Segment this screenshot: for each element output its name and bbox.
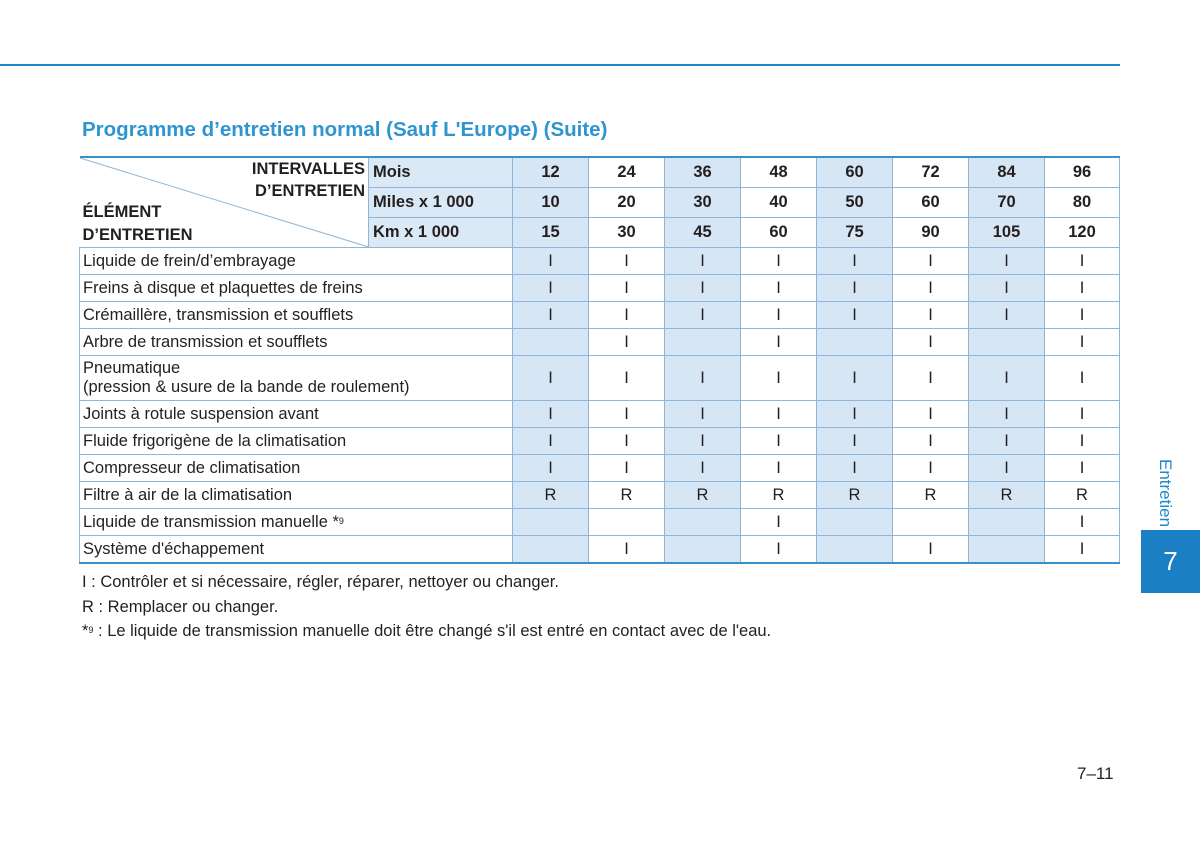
schedule-cell: I <box>513 356 589 401</box>
schedule-cell: R <box>589 482 665 509</box>
item-name: Crémaillère, transmission et soufflets <box>80 302 513 329</box>
header-cell: 48 <box>741 157 817 188</box>
item-name: Joints à rotule suspension avant <box>80 401 513 428</box>
schedule-cell: I <box>893 356 969 401</box>
element-label-line1: ÉLÉMENT <box>82 203 162 221</box>
schedule-cell: I <box>665 275 741 302</box>
schedule-cell: I <box>513 302 589 329</box>
header-cell: 90 <box>893 218 969 248</box>
header-cell: 24 <box>589 157 665 188</box>
table-row <box>80 428 1120 455</box>
schedule-cell: I <box>741 248 817 275</box>
header-cell: 15 <box>513 218 589 248</box>
schedule-cell: I <box>741 455 817 482</box>
table-row <box>80 509 1120 536</box>
header-label-km: Km x 1 000 <box>369 218 513 248</box>
top-rule <box>0 64 1120 66</box>
schedule-cell: I <box>893 455 969 482</box>
schedule-cell: I <box>817 455 893 482</box>
schedule-cell: I <box>1045 356 1120 401</box>
section-side-label <box>1154 453 1176 533</box>
schedule-cell: I <box>513 275 589 302</box>
table-row <box>80 401 1120 428</box>
header-cell: 36 <box>665 157 741 188</box>
schedule-cell: I <box>817 401 893 428</box>
schedule-cell: I <box>817 356 893 401</box>
schedule-cell: I <box>665 248 741 275</box>
table-row <box>80 248 1120 275</box>
schedule-cell: I <box>589 275 665 302</box>
note-inspect: I : Contrôler et si nécessaire, régler, réparer, nettoyer ou changer. <box>82 573 559 591</box>
page-number: 7–11 <box>1077 764 1114 783</box>
schedule-cell: I <box>893 329 969 356</box>
table-row <box>80 329 1120 356</box>
schedule-cell <box>589 509 665 536</box>
schedule-cell <box>513 329 589 356</box>
schedule-cell: R <box>817 482 893 509</box>
schedule-cell: I <box>969 455 1045 482</box>
item-name-line2: (pression & usure de la bande de roulement) <box>83 378 410 396</box>
maintenance-table <box>79 156 1120 564</box>
schedule-cell: I <box>1045 302 1120 329</box>
schedule-cell: I <box>893 248 969 275</box>
schedule-cell: I <box>893 428 969 455</box>
header-label-mois: Mois <box>369 157 513 188</box>
schedule-cell: I <box>513 248 589 275</box>
header-cell: 75 <box>817 218 893 248</box>
schedule-cell: I <box>1045 248 1120 275</box>
header-row-mois <box>80 157 1120 188</box>
schedule-cell: I <box>741 428 817 455</box>
note-footnote-9 <box>82 619 771 644</box>
page-title: Programme d’entretien normal (Sauf L'Europe) (Suite) <box>82 118 608 141</box>
schedule-cell <box>665 329 741 356</box>
schedule-cell <box>969 329 1045 356</box>
schedule-cell: I <box>665 455 741 482</box>
schedule-cell: I <box>969 275 1045 302</box>
header-cell: 84 <box>969 157 1045 188</box>
schedule-cell: I <box>969 356 1045 401</box>
schedule-cell: I <box>513 455 589 482</box>
schedule-cell: I <box>969 401 1045 428</box>
header-label-miles: Miles x 1 000 <box>369 188 513 218</box>
item-name: Liquide de frein/d’embrayage <box>80 248 513 275</box>
intervals-label-line1: INTERVALLES <box>251 160 365 178</box>
schedule-cell: R <box>513 482 589 509</box>
schedule-cell: I <box>741 302 817 329</box>
item-name: Freins à disque et plaquettes de freins <box>80 275 513 302</box>
schedule-cell: I <box>589 329 665 356</box>
schedule-cell <box>817 329 893 356</box>
header-cell: 12 <box>513 157 589 188</box>
header-cell: 60 <box>817 157 893 188</box>
schedule-cell: I <box>513 428 589 455</box>
table-row <box>80 482 1120 509</box>
schedule-cell: I <box>817 302 893 329</box>
schedule-cell: I <box>589 455 665 482</box>
footnote-marker: 9 <box>88 625 94 635</box>
header-cell: 80 <box>1045 188 1120 218</box>
schedule-cell: I <box>589 428 665 455</box>
schedule-cell: I <box>1045 428 1120 455</box>
schedule-cell: R <box>741 482 817 509</box>
table-row <box>80 275 1120 302</box>
schedule-cell: I <box>1045 509 1120 536</box>
legend-notes <box>82 570 771 644</box>
table-row <box>80 455 1120 482</box>
header-cell: 70 <box>969 188 1045 218</box>
schedule-cell <box>513 536 589 564</box>
footnote-text: : Le liquide de transmission manuelle doit être changé s'il est entré en contact avec de l'eau. <box>93 622 772 640</box>
table-corner-cell <box>80 157 369 248</box>
schedule-cell: I <box>665 428 741 455</box>
schedule-cell: I <box>1045 455 1120 482</box>
schedule-cell: I <box>817 428 893 455</box>
header-cell: 60 <box>741 218 817 248</box>
schedule-cell: R <box>1045 482 1120 509</box>
header-cell: 20 <box>589 188 665 218</box>
section-label-text: Entretien <box>1156 458 1175 528</box>
item-name: Système d'échappement <box>80 536 513 564</box>
schedule-cell: I <box>589 248 665 275</box>
schedule-cell: I <box>589 401 665 428</box>
schedule-cell: I <box>741 275 817 302</box>
header-cell: 72 <box>893 157 969 188</box>
schedule-cell: R <box>665 482 741 509</box>
schedule-cell <box>969 536 1045 564</box>
intervals-label-line2: D’ENTRETIEN <box>254 182 365 200</box>
schedule-cell: I <box>1045 401 1120 428</box>
item-name: Arbre de transmission et soufflets <box>80 329 513 356</box>
header-cell: 30 <box>589 218 665 248</box>
schedule-cell: I <box>741 509 817 536</box>
schedule-cell <box>513 509 589 536</box>
element-label-line2: D’ENTRETIEN <box>82 226 193 244</box>
schedule-cell: I <box>665 356 741 401</box>
item-name-text: Liquide de transmission manuelle * <box>83 512 339 531</box>
header-cell: 40 <box>741 188 817 218</box>
schedule-cell: I <box>893 536 969 564</box>
chapter-tab: 7 <box>1141 530 1200 593</box>
header-cell: 120 <box>1045 218 1120 248</box>
schedule-cell: I <box>1045 329 1120 356</box>
item-name-line1: Pneumatique <box>83 359 181 377</box>
item-name: Fluide frigorigène de la climatisation <box>80 428 513 455</box>
header-cell: 50 <box>817 188 893 218</box>
schedule-cell: I <box>969 248 1045 275</box>
schedule-cell: I <box>741 401 817 428</box>
note-replace: R : Remplacer ou changer. <box>82 597 279 616</box>
schedule-cell: I <box>893 275 969 302</box>
header-cell: 10 <box>513 188 589 218</box>
item-name: Compresseur de climatisation <box>80 455 513 482</box>
schedule-cell: I <box>741 356 817 401</box>
schedule-cell <box>969 509 1045 536</box>
header-cell: 30 <box>665 188 741 218</box>
schedule-cell: R <box>969 482 1045 509</box>
schedule-cell: I <box>589 536 665 564</box>
schedule-cell: I <box>817 248 893 275</box>
header-cell: 45 <box>665 218 741 248</box>
schedule-cell: I <box>665 401 741 428</box>
item-name: Filtre à air de la climatisation <box>80 482 513 509</box>
schedule-cell <box>893 509 969 536</box>
schedule-cell: I <box>741 536 817 564</box>
header-cell: 96 <box>1045 157 1120 188</box>
schedule-cell: R <box>893 482 969 509</box>
schedule-cell: I <box>589 302 665 329</box>
schedule-cell <box>817 536 893 564</box>
schedule-cell: I <box>741 329 817 356</box>
footnote-marker: 9 <box>338 515 344 526</box>
schedule-cell: I <box>893 302 969 329</box>
table-row <box>80 302 1120 329</box>
schedule-cell: I <box>969 428 1045 455</box>
schedule-cell: I <box>513 401 589 428</box>
schedule-cell: I <box>969 302 1045 329</box>
header-cell: 105 <box>969 218 1045 248</box>
schedule-cell <box>817 509 893 536</box>
item-name <box>80 356 513 401</box>
item-name <box>80 509 513 536</box>
schedule-cell: I <box>1045 536 1120 564</box>
schedule-cell: I <box>893 401 969 428</box>
footnote-star: * <box>82 622 89 640</box>
schedule-cell <box>665 509 741 536</box>
table-row <box>80 356 1120 401</box>
schedule-cell: I <box>589 356 665 401</box>
header-cell: 60 <box>893 188 969 218</box>
schedule-cell: I <box>817 275 893 302</box>
schedule-cell: I <box>665 302 741 329</box>
schedule-cell: I <box>1045 275 1120 302</box>
table-row <box>80 536 1120 564</box>
schedule-cell <box>665 536 741 564</box>
